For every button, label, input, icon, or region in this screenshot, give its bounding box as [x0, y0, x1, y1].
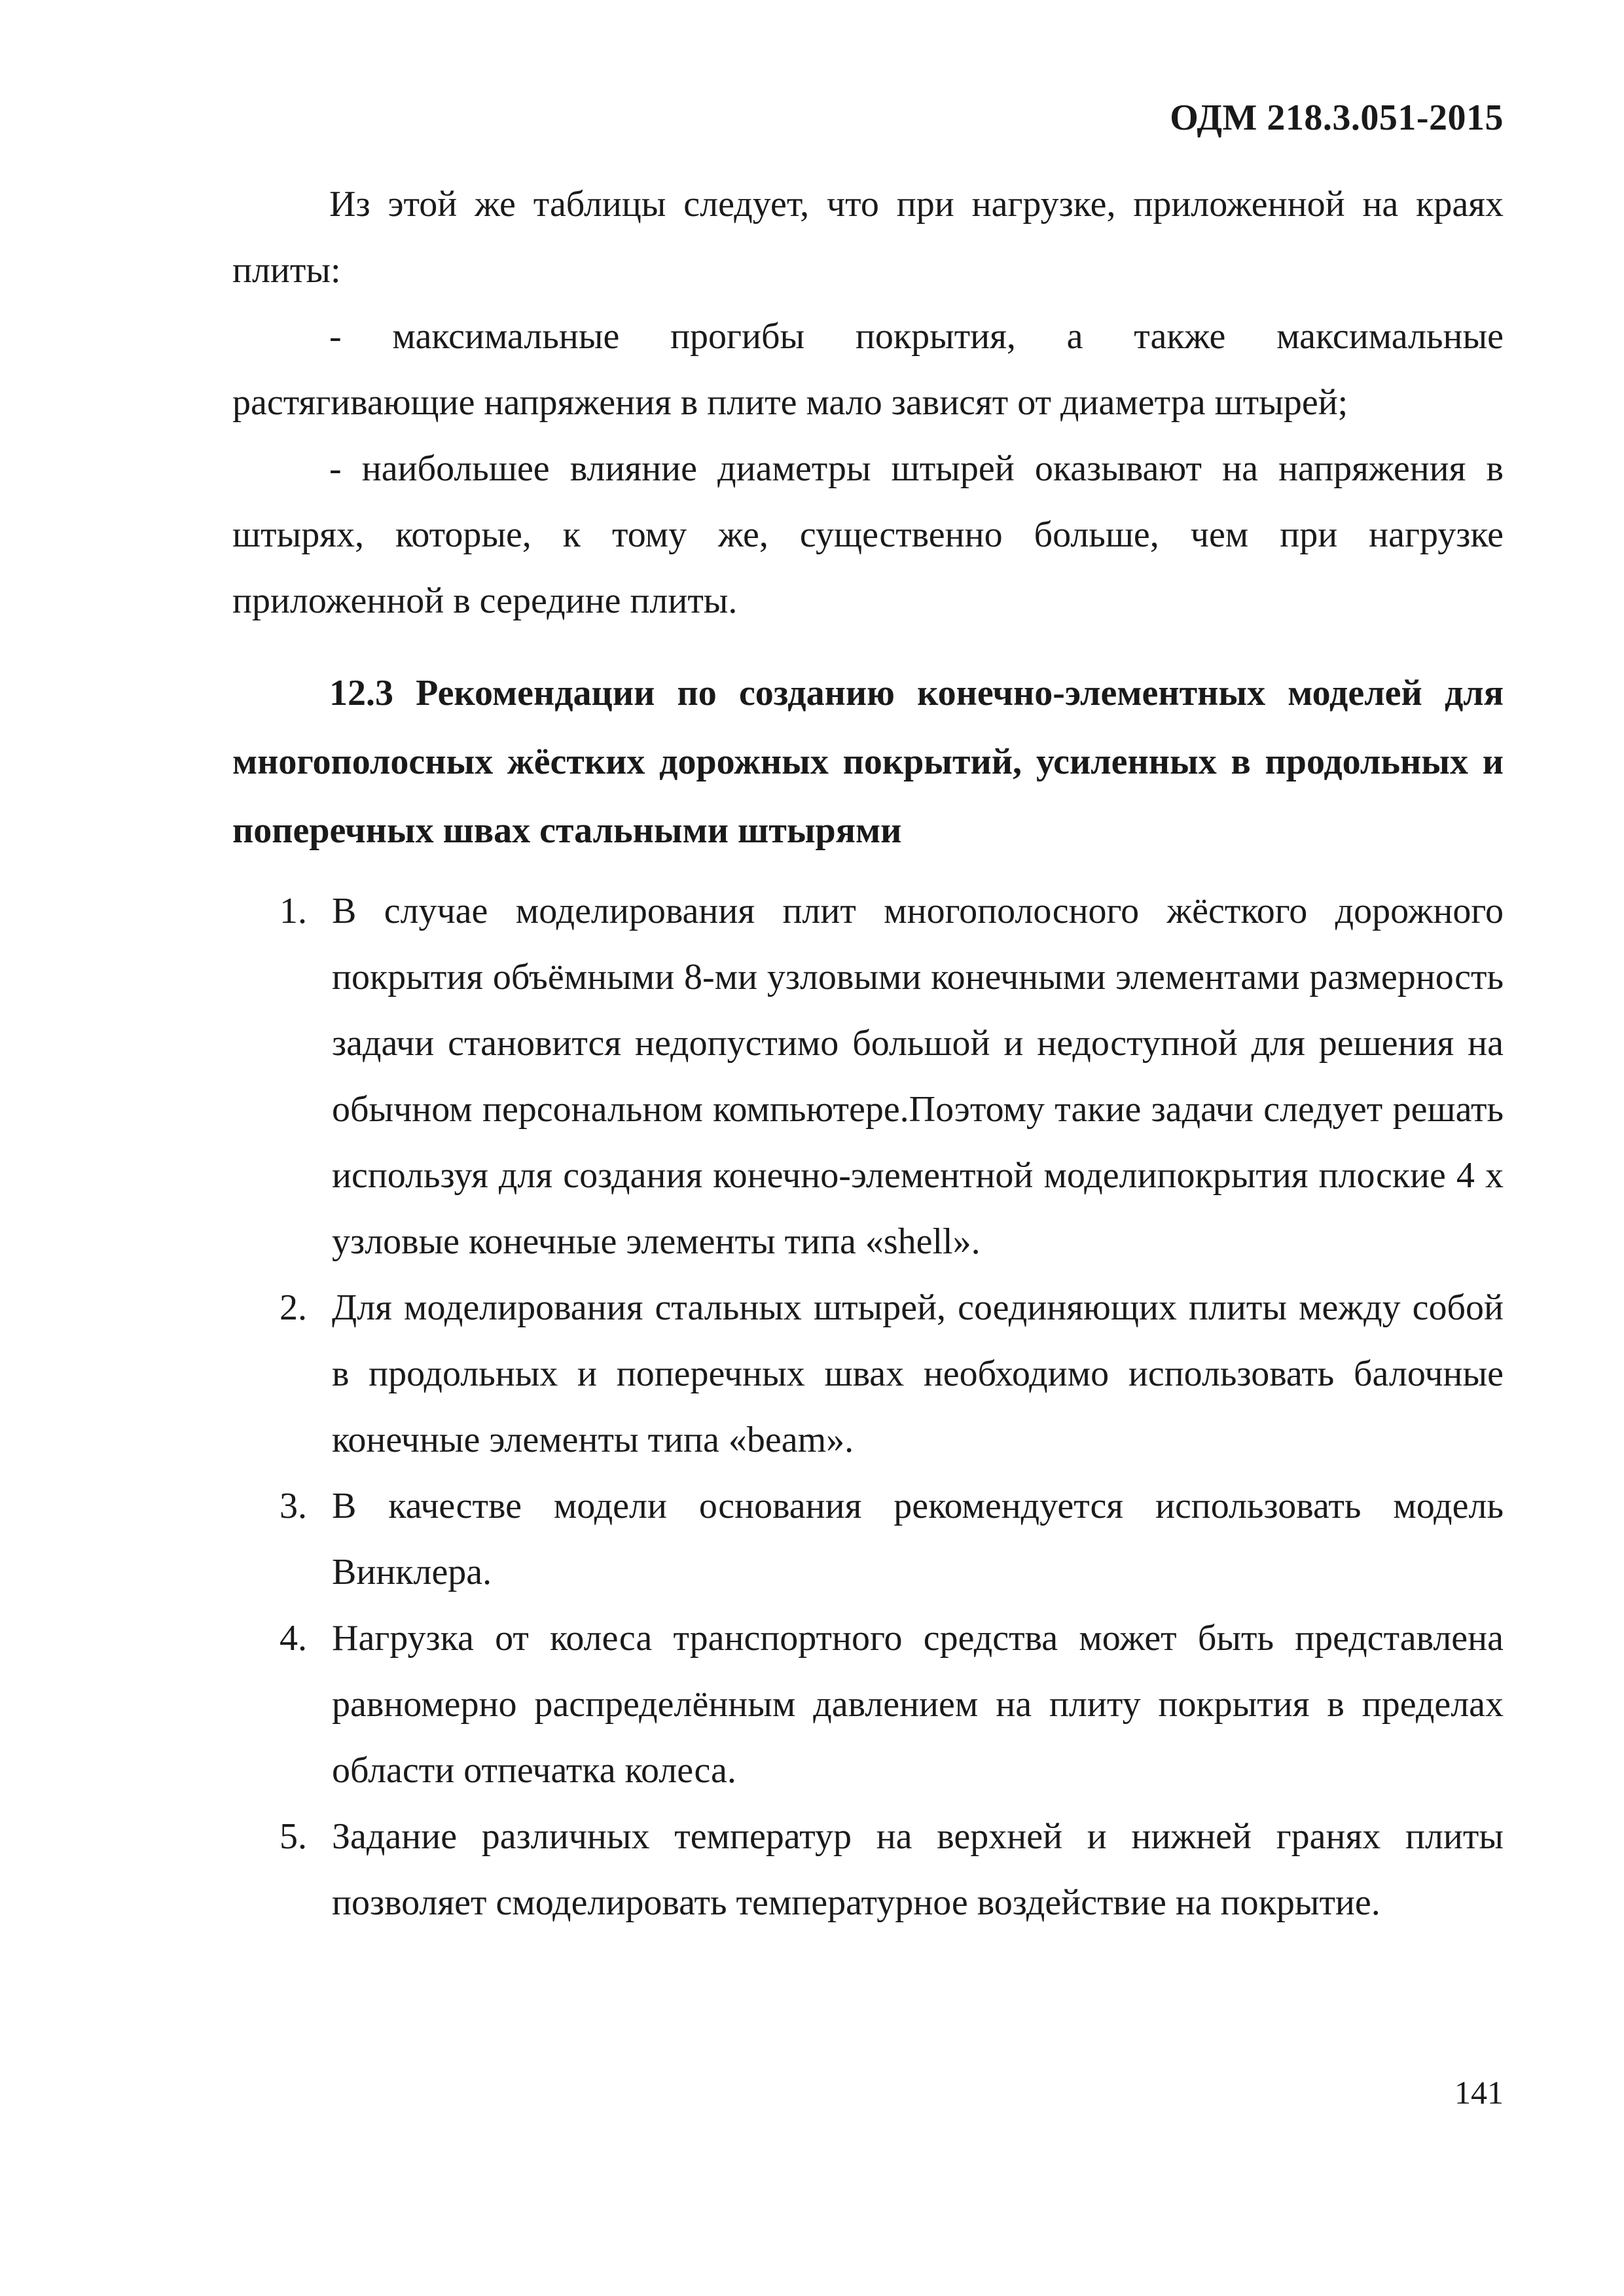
- paragraph: - наибольшее влияние диаметры штырей оказывают на напряжения в штырях, которые, к тому же, существенно больше, чем при нагрузке приложенной в середине плиты.: [232, 448, 1504, 621]
- list-item-number: 2.: [280, 1287, 307, 1328]
- list-item: [232, 1804, 1504, 1936]
- recommendations-list: [232, 878, 1504, 1936]
- list-item-number: 3.: [280, 1486, 307, 1526]
- list-item-number: 1.: [280, 891, 307, 931]
- section-heading: 12.3 Рекомендации по созданию конечно-элементных моделей для многополосных жёстких дорожных покрытий, усиленных в продольных и поперечных швах стальными штырями: [232, 673, 1504, 851]
- page-content: [232, 171, 1504, 1936]
- page-number: 141: [1454, 2074, 1504, 2111]
- list-item: [232, 1605, 1504, 1804]
- list-item-number: 5.: [280, 1816, 307, 1857]
- list-item-text: В качестве модели основания рекомендуется использовать модель Винклера.: [332, 1486, 1504, 1592]
- list-item-text: В случае моделирования плит многополосного жёсткого дорожного покрытия объёмными 8-ми узловыми конечными элементами размерность задачи становится недопустимо большой и недоступной для решения на обычном персональном компьютере.Поэтому такие задачи следует решать используя для создания конечно-элементной моделипокрытия плоские 4 х узловые конечные элементы типа «shell».: [332, 891, 1504, 1262]
- document-code: ОДМ 218.3.051-2015: [1170, 98, 1504, 138]
- list-item: [232, 1275, 1504, 1473]
- list-item-number: 4.: [280, 1618, 307, 1659]
- list-item: [232, 878, 1504, 1275]
- paragraph: - максимальные прогибы покрытия, а также максимальные растягивающие напряжения в плите мало зависят от диаметра штырей;: [232, 316, 1504, 423]
- list-item-text: Нагрузка от колеса транспортного средства может быть представлена равномерно распределённым давлением на плиту покрытия в пределах области отпечатка колеса.: [332, 1618, 1504, 1791]
- paragraph: Из этой же таблицы следует, что при нагрузке, приложенной на краях плиты:: [232, 184, 1504, 291]
- list-item-text: Задание различных температур на верхней и нижней гранях плиты позволяет смоделировать температурное воздействие на покрытие.: [332, 1816, 1504, 1923]
- list-item: [232, 1473, 1504, 1605]
- list-item-text: Для моделирования стальных штырей, соединяющих плиты между собой в продольных и поперечных швах необходимо использовать балочные конечные элементы типа «beam».: [332, 1287, 1504, 1460]
